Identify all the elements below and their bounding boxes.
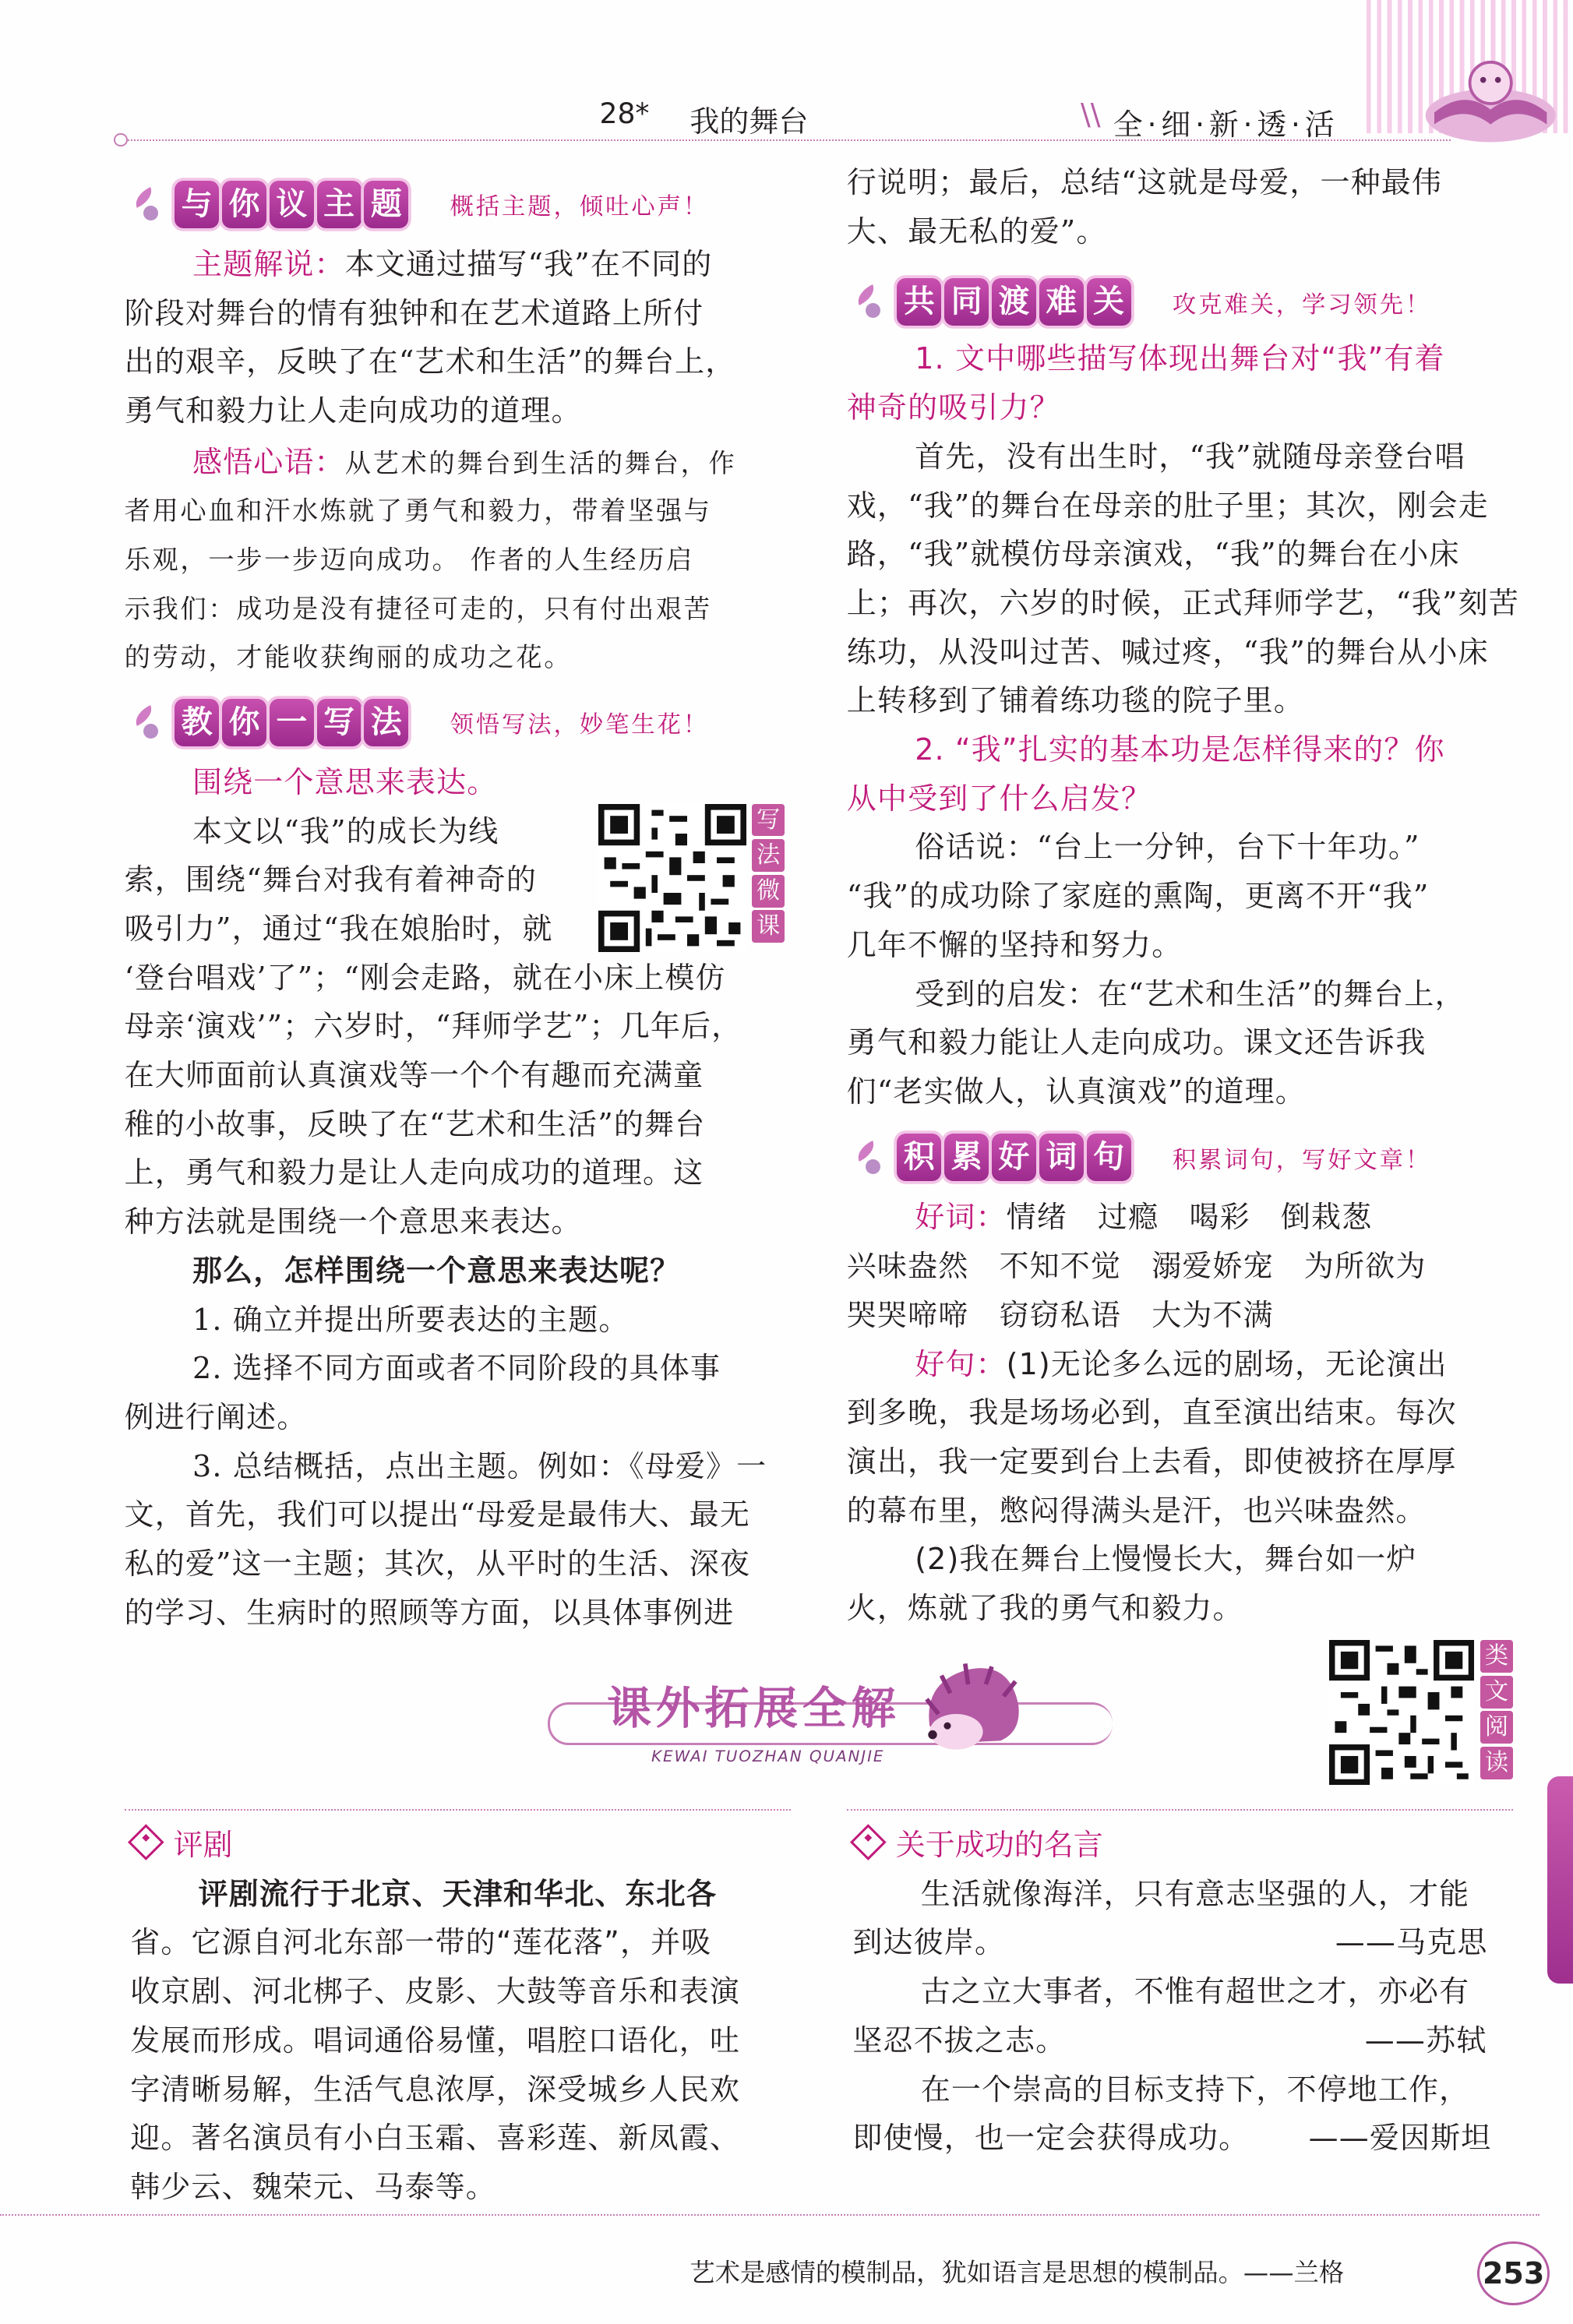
badge-char: 好 — [992, 1134, 1036, 1181]
pingju-text: 迎。著名演员有小白玉霜、喜彩莲、新凤霞、 — [130, 2114, 740, 2163]
badge-char: 主 — [317, 181, 362, 228]
method-continuation: 行说明；最后，总结“这就是母爱，一种最伟 — [847, 158, 1442, 207]
qr-tag-reading — [1480, 1640, 1513, 1779]
insight-text: 示我们：成功是没有捷径可走的，只有付出艰苦 — [125, 585, 712, 634]
method-heading: 围绕一个意思来表达。 — [192, 758, 497, 807]
method-text: 稚的小故事，反映了在“艺术和生活”的舞台 — [125, 1100, 706, 1149]
heading-success-quotes — [855, 1821, 1103, 1864]
badge-char: 同 — [944, 278, 989, 326]
quote-text: 即使慢，也一定会获得成功。 — [852, 2114, 1249, 2163]
insight-text: 的劳动，才能收获绚丽的成功之花。 — [125, 633, 573, 682]
qr-tag-writing-lesson — [752, 804, 785, 943]
method-step: 私的爱”这一主题；其次，从平时的生活、深夜 — [125, 1539, 750, 1589]
header-rule — [118, 139, 1451, 141]
method-text: 母亲‘演戏’”；六岁时，“拜师学艺”；几年后， — [125, 1002, 742, 1051]
qr-code-writing-lesson[interactable] — [598, 804, 746, 952]
quote-author: ——马克思 — [1335, 1918, 1488, 1967]
diamond-icon — [128, 1824, 164, 1860]
method-step: 2. 选择不同方面或者不同阶段的具体事 — [192, 1344, 721, 1393]
method-text: 种方法就是围绕一个意思来表达。 — [125, 1197, 582, 1247]
heading-text: 关于成功的名言 — [896, 1821, 1103, 1864]
answer-1: 上转移到了铺着练功毯的院子里。 — [847, 676, 1304, 725]
pingju-lead: 评剧流行于北京、天津和华北、东北各 — [199, 1870, 717, 1919]
answer-1: 路，“我”就模仿母亲演戏，“我”的舞台在小床 — [847, 530, 1460, 579]
method-text: 吸引力”，通过“我在娘胎时，就 — [125, 905, 553, 954]
badge-char: 教 — [175, 699, 219, 746]
badge-char: 一 — [270, 699, 314, 746]
insight-text: 乐观，一步一步迈向成功。 作者的人生经历启 — [125, 536, 694, 585]
badge-char: 共 — [897, 278, 941, 326]
good-sentence: (1)无论多么远的剧场，无论演出 — [1007, 1347, 1448, 1381]
answer-2: 们“老实做人，认真演戏”的道理。 — [847, 1067, 1306, 1116]
method-continuation: 大、最无私的爱”。 — [847, 207, 1107, 256]
leaf-icon — [130, 706, 168, 739]
answer-2: 俗话说：“台上一分钟，台下十年功。” — [915, 823, 1420, 872]
badge-char: 题 — [364, 181, 408, 228]
pingju-text: 字清晰易解，生活气息浓厚，深受城乡人民欢 — [130, 2065, 740, 2114]
qr-tag-char: 法 — [752, 839, 785, 872]
method-question: 那么，怎样围绕一个意思来表达呢？ — [192, 1247, 680, 1296]
heading-text: 评剧 — [174, 1821, 233, 1864]
header-book-logo — [1420, 44, 1561, 151]
method-step: 1. 确立并提出所要表达的主题。 — [192, 1296, 630, 1345]
lesson-number: 28* — [600, 97, 650, 130]
method-text: 在大师面前认真演戏等一个个有趣而充满童 — [125, 1051, 704, 1100]
chapter-side-tab — [1547, 1776, 1573, 1984]
series-motto: 全·细·新·透·活 — [1113, 101, 1339, 143]
badge-slogan: 概括主题，倾吐心声！ — [450, 187, 709, 221]
footer-motto: 艺术是感情的模制品，犹如语言是思想的模制品。——兰格 — [690, 2253, 1344, 2289]
question-1: 1. 文中哪些描写体现出舞台对“我”有着 — [915, 334, 1445, 383]
question-2: 2. “我”扎实的基本功是怎样得来的？你 — [915, 725, 1445, 774]
insight-text: 者用心血和汗水炼就了勇气和毅力，带着坚强与 — [125, 487, 712, 536]
answer-2: “我”的成功除了家庭的熏陶，更离不开“我” — [847, 872, 1430, 921]
good-sentence: 演出，我一定要到台上去看，即使被挤在厚厚 — [847, 1437, 1457, 1486]
diamond-icon — [850, 1824, 886, 1860]
theme-text: 出的艰辛，反映了在“艺术和生活”的舞台上， — [125, 337, 736, 386]
method-text: 索，围绕“舞台对我有着神奇的 — [125, 855, 537, 905]
footer-rule — [0, 2214, 1539, 2216]
method-step: 文，首先，我们可以提出“母爱是最伟大、最无 — [125, 1490, 750, 1539]
pingju-text: 省。它源自河北东部一带的“莲花落”，并吸 — [130, 1918, 711, 1967]
badge-char: 写 — [317, 699, 362, 746]
good-words: 哭哭啼啼 窃窃私语 大为不满 — [847, 1291, 1274, 1340]
badge-char: 词 — [1039, 1134, 1084, 1181]
answer-1: 上；再次，六岁的时候，正式拜师学艺，“我”刻苦 — [847, 579, 1519, 628]
quote-text: 到达彼岸。 — [852, 1918, 1005, 1967]
lesson-title: 我的舞台 — [690, 97, 808, 140]
qr-tag-char: 阅 — [1480, 1711, 1513, 1744]
method-step: 3. 总结概括，点出主题。例如：《母爱》一 — [192, 1442, 767, 1491]
badge-char: 渡 — [992, 278, 1036, 326]
pingju-text: 发展而形成。唱词通俗易懂，唱腔口语化，吐 — [130, 2016, 740, 2065]
answer-1: 首先，没有出生时，“我”就随母亲登台唱 — [915, 432, 1465, 481]
method-text: 本文以“我”的成长为线 — [192, 807, 499, 856]
hedgehog-icon — [918, 1655, 1028, 1758]
extension-rule-left — [125, 1809, 791, 1811]
good-words-label: 好词： — [915, 1200, 1006, 1234]
question-2: 从中受到了什么启发？ — [847, 774, 1152, 823]
badge-char: 积 — [897, 1134, 941, 1181]
qr-code-reading[interactable] — [1329, 1640, 1474, 1785]
insight-text: 从艺术的舞台到生活的舞台，作 — [345, 448, 737, 478]
method-step: 例进行阐述。 — [125, 1393, 308, 1442]
badge-slogan: 积累词句，写好文章！ — [1173, 1141, 1431, 1175]
badge-accumulate-words — [852, 1131, 1431, 1184]
quote-text: 在一个崇高的目标支持下，不停地工作， — [921, 2065, 1470, 2114]
good-sentence: 到多晚，我是场场必到，直至演出结束。每次 — [847, 1388, 1457, 1437]
page-number: 253 — [1477, 2241, 1550, 2305]
quote-author: ——爱因斯坦 — [1309, 2114, 1492, 2163]
method-step: 的学习、生病时的照顾等方面，以具体事例进 — [125, 1589, 735, 1638]
quote-text: 坚忍不拔之志。 — [852, 2016, 1066, 2065]
quote-text: 生活就像海洋，只有意志坚强的人，才能 — [921, 1870, 1470, 1919]
good-sentence: (2)我在舞台上慢慢长大，舞台如一炉 — [915, 1535, 1416, 1584]
good-sentence: 火，炼就了我的勇气和毅力。 — [847, 1584, 1243, 1633]
good-sentence: 的幕布里，憋闷得满头是汗，也兴味盎然。 — [847, 1486, 1427, 1536]
good-sentences-label: 好句： — [915, 1347, 1006, 1381]
method-text: 上，勇气和毅力是让人走向成功的道理。这 — [125, 1148, 704, 1197]
extension-subtitle: KEWAI TUOZHAN QUANJIE — [651, 1747, 884, 1765]
pingju-text: 韩少云、魏荣元、马泰等。 — [130, 2163, 496, 2212]
leaf-icon — [852, 286, 891, 319]
answer-1: 戏，“我”的舞台在母亲的肚子里；其次，刚会走 — [847, 481, 1489, 531]
extension-rule-right — [847, 1809, 1513, 1811]
theme-label: 主题解说： — [192, 247, 345, 281]
badge-char: 议 — [270, 181, 314, 228]
badge-char: 你 — [222, 181, 266, 228]
badge-slogan: 领悟写法，妙笔生花！ — [450, 705, 709, 739]
qr-tag-char: 读 — [1480, 1747, 1513, 1779]
badge-char: 与 — [175, 181, 219, 228]
quote-text: 古之立大事者，不惟有超世之才，亦必有 — [921, 1967, 1470, 2016]
qr-tag-char: 类 — [1480, 1640, 1513, 1673]
extension-title: 课外拓展全解 — [607, 1673, 900, 1737]
qr-tag-char: 写 — [752, 804, 785, 837]
leaf-icon — [130, 188, 168, 220]
badge-overcome-difficulties — [852, 275, 1431, 328]
badge-char: 法 — [364, 699, 408, 746]
theme-text: 勇气和毅力让人走向成功的道理。 — [125, 386, 582, 436]
header-rule-dot — [114, 133, 127, 146]
qr-tag-char: 课 — [752, 910, 785, 943]
answer-1: 练功，从没叫过苦、喊过疼，“我”的舞台从小床 — [847, 628, 1489, 677]
badge-char: 你 — [222, 699, 266, 746]
insight-label: 感悟心语： — [192, 445, 345, 479]
badge-char: 难 — [1039, 278, 1084, 326]
pingju-text: 收京剧、河北梆子、皮影、大鼓等音乐和表演 — [130, 1967, 740, 2016]
leaf-icon — [852, 1141, 891, 1174]
theme-text: 本文通过描写“我”在不同的 — [345, 247, 713, 281]
badge-char: 关 — [1087, 278, 1131, 326]
badge-char: 累 — [944, 1134, 989, 1181]
good-words: 兴味盎然 不知不觉 溺爱娇宠 为所欲为 — [847, 1242, 1427, 1291]
qr-tag-char: 文 — [1480, 1676, 1513, 1709]
theme-text: 阶段对舞台的情有独钟和在艺术道路上所付 — [125, 289, 704, 338]
answer-2: 勇气和毅力能让人走向成功。课文还告诉我 — [847, 1018, 1427, 1067]
qr-tag-char: 微 — [752, 875, 785, 908]
badge-discuss-theme — [130, 178, 709, 231]
method-text: ‘登台唱戏’了”；“刚会走路，就在小床上模仿 — [125, 954, 726, 1003]
good-words: 情绪 过瘾 喝彩 倒栽葱 — [1007, 1200, 1373, 1234]
answer-2: 受到的启发：在“艺术和生活”的舞台上， — [915, 970, 1465, 1019]
answer-2: 几年不懈的坚持和努力。 — [847, 921, 1183, 970]
badge-slogan: 攻克难关，学习领先！ — [1173, 285, 1431, 319]
question-1: 神奇的吸引力？ — [847, 383, 1060, 432]
badge-writing-method — [130, 696, 709, 749]
heading-pingju — [133, 1821, 233, 1864]
quote-author: ——苏轼 — [1365, 2016, 1487, 2065]
slash-mark: \\ — [1081, 97, 1101, 132]
badge-char: 句 — [1087, 1134, 1131, 1181]
